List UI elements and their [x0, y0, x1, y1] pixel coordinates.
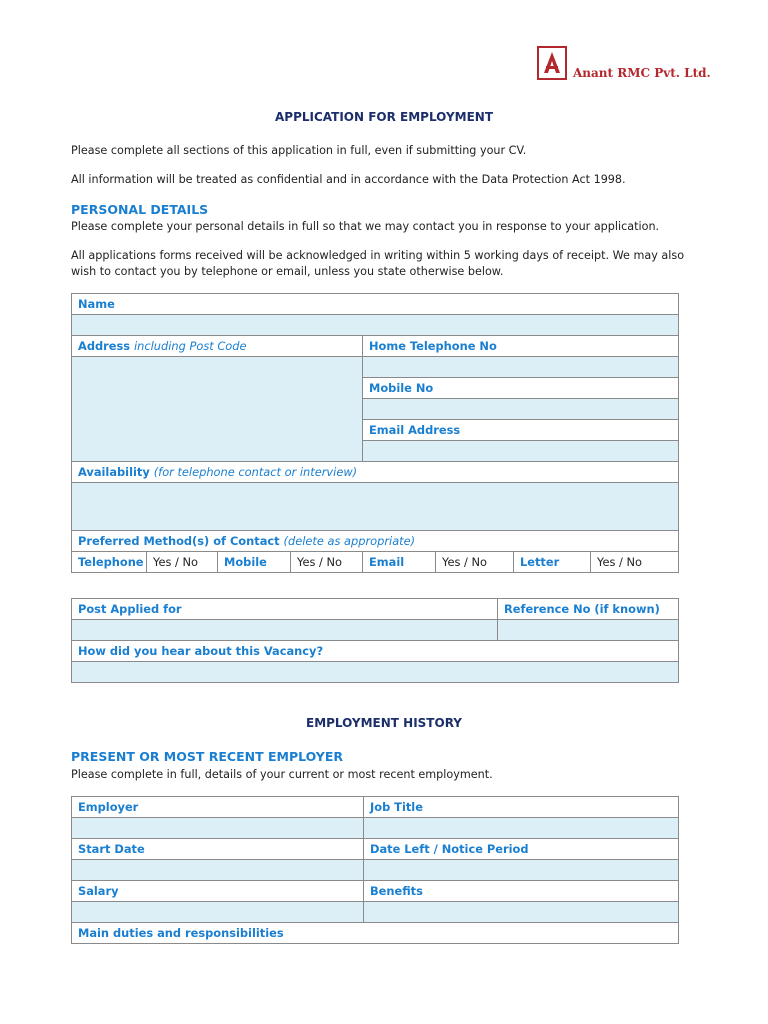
contact-letter-choice[interactable]: Yes / No: [591, 552, 679, 573]
job-title-field[interactable]: [364, 818, 679, 839]
contact-email-choice[interactable]: Yes / No: [436, 552, 514, 573]
employment-table: [71, 796, 679, 944]
contact-mobile-choice[interactable]: Yes / No: [291, 552, 363, 573]
date-left-label: Date Left / Notice Period: [364, 839, 679, 860]
employment-history-heading: EMPLOYMENT HISTORY: [306, 716, 462, 730]
start-date-label: Start Date: [72, 839, 364, 860]
date-left-field[interactable]: [364, 860, 679, 881]
address-label: [72, 336, 363, 357]
main-duties-label: Main duties and responsibilities: [72, 923, 679, 944]
contact-telephone-label: Telephone: [72, 552, 147, 573]
address-field[interactable]: [72, 357, 363, 462]
post-applied-label: Post Applied for: [72, 599, 498, 620]
email-address-field[interactable]: [363, 441, 679, 462]
employer-field[interactable]: [72, 818, 364, 839]
vacancy-source-field[interactable]: [72, 662, 679, 683]
contact-telephone-choice[interactable]: Yes / No: [147, 552, 218, 573]
mobile-no-label: Mobile No: [363, 378, 679, 399]
acknowledgement-text: All applications forms received will be acknowledged in writing within 5 working days of receipt. We may also wish to contact you by telephone or email, unless you state otherwise below.: [71, 249, 685, 278]
benefits-label: Benefits: [364, 881, 679, 902]
personal-details-table: [71, 293, 679, 573]
availability-field[interactable]: [72, 483, 679, 531]
contact-method-label-text: Preferred Method(s) of Contact: [78, 534, 280, 548]
intro-text-1: Please complete all sections of this application in full, even if submitting your CV.: [71, 144, 527, 157]
name-field[interactable]: [72, 315, 679, 336]
employer-label: Employer: [72, 797, 364, 818]
home-telephone-field[interactable]: [363, 357, 679, 378]
reference-no-field[interactable]: [498, 620, 679, 641]
availability-hint: (for telephone contact or interview): [153, 465, 358, 479]
recent-employer-heading: PRESENT OR MOST RECENT EMPLOYER: [71, 749, 344, 764]
address-label-text: Address: [78, 339, 131, 353]
availability-label: [72, 462, 679, 483]
contact-method-label: [72, 531, 679, 552]
email-address-label: Email Address: [363, 420, 679, 441]
name-label: Name: [72, 294, 679, 315]
contact-mobile-label: Mobile: [218, 552, 291, 573]
post-applied-field[interactable]: [72, 620, 498, 641]
address-hint: including Post Code: [134, 339, 247, 353]
intro-text-2: All information will be treated as confidential and in accordance with the Data Protection Act 1998.: [71, 173, 626, 186]
start-date-field[interactable]: [72, 860, 364, 881]
contact-method-hint: (delete as appropriate): [283, 534, 416, 548]
anant-logo-icon: [537, 46, 567, 80]
job-title-label: Job Title: [364, 797, 679, 818]
company-name: Anant RMC Pvt. Ltd.: [573, 66, 711, 80]
salary-label: Salary: [72, 881, 364, 902]
form-title: APPLICATION FOR EMPLOYMENT: [274, 110, 494, 124]
recent-employer-text: Please complete in full, details of your current or most recent employment.: [71, 768, 493, 781]
personal-details-heading: PERSONAL DETAILS: [71, 202, 209, 217]
salary-field[interactable]: [72, 902, 364, 923]
benefits-field[interactable]: [364, 902, 679, 923]
contact-letter-label: Letter: [514, 552, 591, 573]
mobile-no-field[interactable]: [363, 399, 679, 420]
post-applied-table: [71, 598, 679, 683]
home-telephone-label: Home Telephone No: [363, 336, 679, 357]
personal-details-text: Please complete your personal details in full so that we may contact you in response to your application.: [71, 220, 660, 233]
availability-label-text: Availability: [78, 465, 150, 479]
vacancy-source-label: How did you hear about this Vacancy?: [72, 641, 679, 662]
contact-email-label: Email: [363, 552, 436, 573]
reference-no-label: Reference No (if known): [498, 599, 679, 620]
